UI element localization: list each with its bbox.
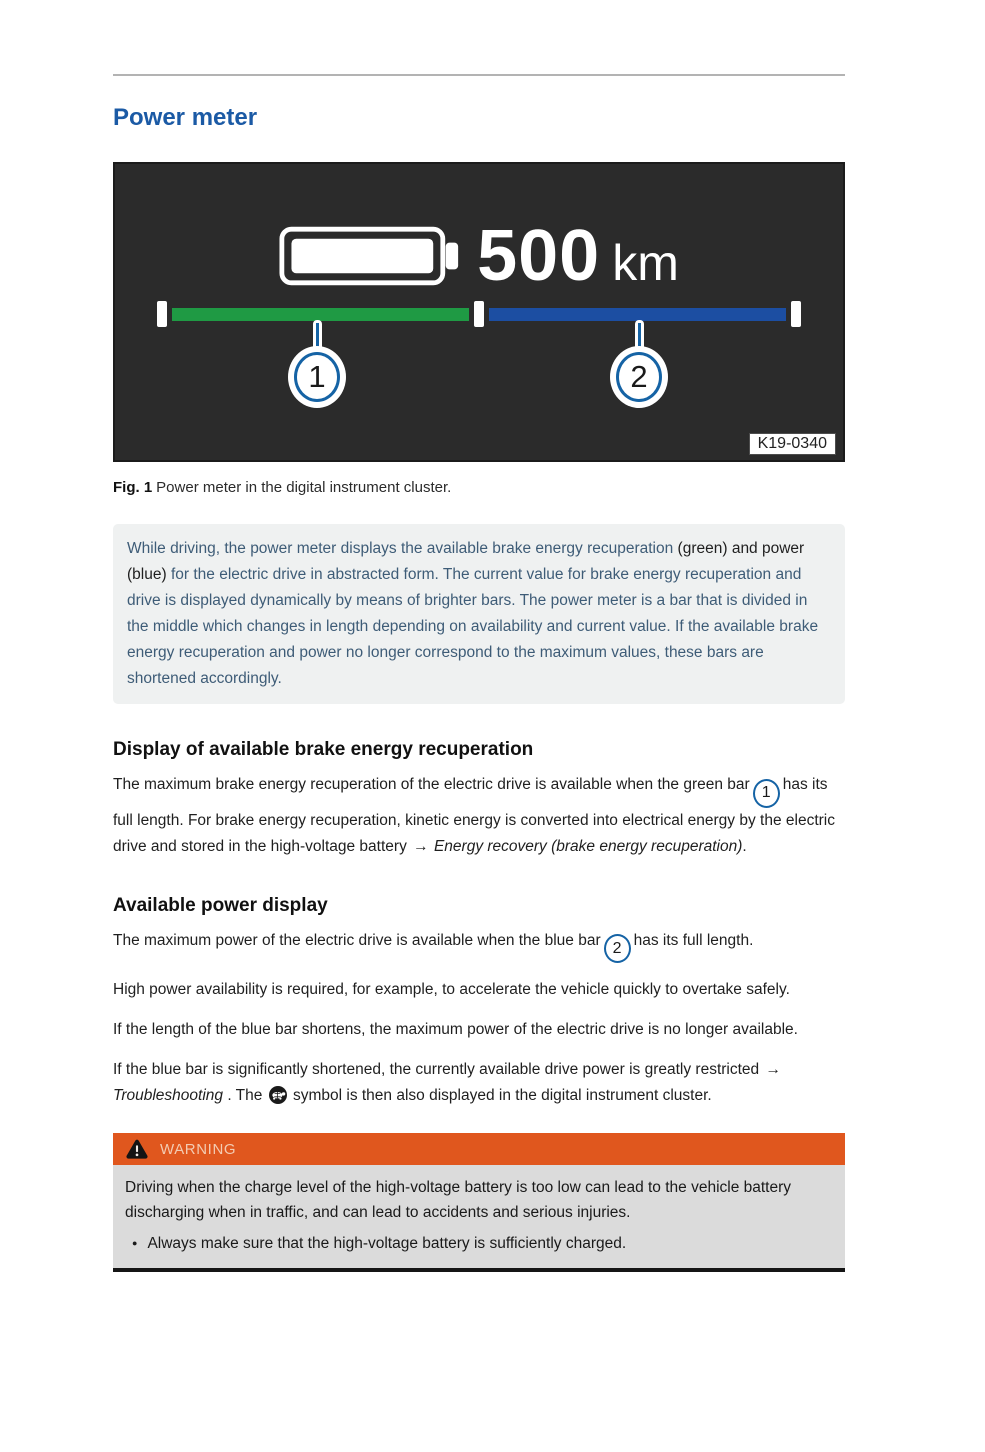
bar-left-cap	[157, 301, 167, 327]
section-recuperation	[113, 738, 845, 860]
section-power-paragraph-1	[113, 928, 845, 964]
manual-page	[113, 74, 845, 1272]
text-run: If the blue bar is significantly shortened, the currently available drive power is greatly restricted	[113, 1061, 764, 1078]
recuperation-bar-green	[172, 308, 469, 321]
callout-1-inline-badge: 1	[753, 779, 780, 808]
power-bar-blue	[489, 308, 786, 321]
reduced-power-turtle-icon	[269, 1086, 287, 1104]
callout-2-inline-badge: 2	[604, 934, 631, 963]
warning-text: Driving when the charge level of the high-voltage battery is too low can lead to the vehicle battery discharging when in traffic, and can lead to accidents and serious injuries.	[125, 1179, 792, 1221]
top-divider	[113, 74, 845, 76]
range-value: 500	[477, 216, 601, 296]
figure-caption	[113, 477, 845, 498]
cross-reference-link: Energy recovery (brake energy recuperation)	[433, 837, 743, 855]
figure-code-badge: K19-0340	[749, 433, 836, 455]
text-run: symbol is then also displayed in the digital instrument cluster.	[288, 1087, 712, 1104]
cross-reference-arrow: →	[765, 1061, 781, 1078]
warning-list	[125, 1231, 833, 1256]
power-meter-bar	[157, 301, 801, 327]
cross-reference-link: Troubleshooting	[113, 1087, 224, 1104]
warning-label: WARNING	[160, 1140, 237, 1158]
text-run: . The	[223, 1087, 267, 1104]
section-power	[113, 894, 845, 1110]
warning-box	[113, 1133, 845, 1272]
figure-caption-text: Power meter in the digital instrument cluster.	[156, 479, 452, 496]
warning-body	[113, 1165, 845, 1272]
figure-caption-label: Fig. 1	[113, 479, 153, 496]
range-unit: km	[612, 235, 679, 291]
callout-2	[610, 320, 668, 408]
page-title: Power meter	[113, 104, 258, 131]
cross-reference-arrow: →	[413, 837, 429, 855]
range-display	[115, 216, 843, 296]
section-recuperation-heading: Display of available brake energy recuperation	[113, 739, 534, 760]
info-text-part-1: While driving, the power meter displays the available brake energy recuperation	[127, 540, 678, 557]
info-text-part-3: for the electric drive in abstracted form. The current value for brake energy recuperation and drive is displayed dynamically by means of brighter bars. The power meter is a bar that is divided in the middle which changes in length depending on availability and current value. If the available brake energy recuperation and power no longer correspond to the maximum values, these bars are shortened accordingly.	[127, 566, 819, 687]
callout-1	[288, 320, 346, 408]
text-run: The maximum power of the electric drive is available when the blue bar	[113, 931, 601, 949]
section-power-paragraph-2: High power availability is required, for example, to accelerate the vehicle quickly to overtake safely.	[113, 981, 790, 998]
info-text-part-2: (green) and power (blue)	[127, 540, 805, 583]
info-box	[113, 524, 845, 704]
warning-triangle-icon	[125, 1139, 149, 1160]
text-run: .	[742, 837, 747, 855]
warning-list-item: ● Always make sure that the high-voltage battery is sufficiently charged.	[125, 1231, 833, 1256]
section-power-heading: Available power display	[113, 894, 328, 916]
bar-middle-cap	[474, 301, 484, 327]
section-power-paragraph-3: If the length of the blue bar shortens, the maximum power of the electric drive is no longer available.	[113, 1021, 798, 1038]
text-run: The maximum brake energy recuperation of the electric drive is available when the green bar	[113, 776, 750, 793]
instrument-cluster-display	[113, 162, 845, 462]
section-recuperation-paragraph	[113, 772, 845, 860]
bar-right-cap	[791, 301, 801, 327]
range-readout	[477, 216, 679, 296]
warning-header	[113, 1133, 845, 1165]
section-power-paragraph-4	[113, 1057, 845, 1109]
power-meter-figure	[113, 162, 845, 498]
callout-2-badge: 2	[610, 346, 668, 408]
text-run: has its full length. For brake energy recuperation, kinetic energy is converted into electrical energy by the electric drive and stored in the high-voltage battery	[113, 776, 835, 855]
callout-1-badge: 1	[288, 346, 346, 408]
battery-icon	[279, 226, 461, 286]
text-run: has its full length.	[633, 931, 754, 949]
